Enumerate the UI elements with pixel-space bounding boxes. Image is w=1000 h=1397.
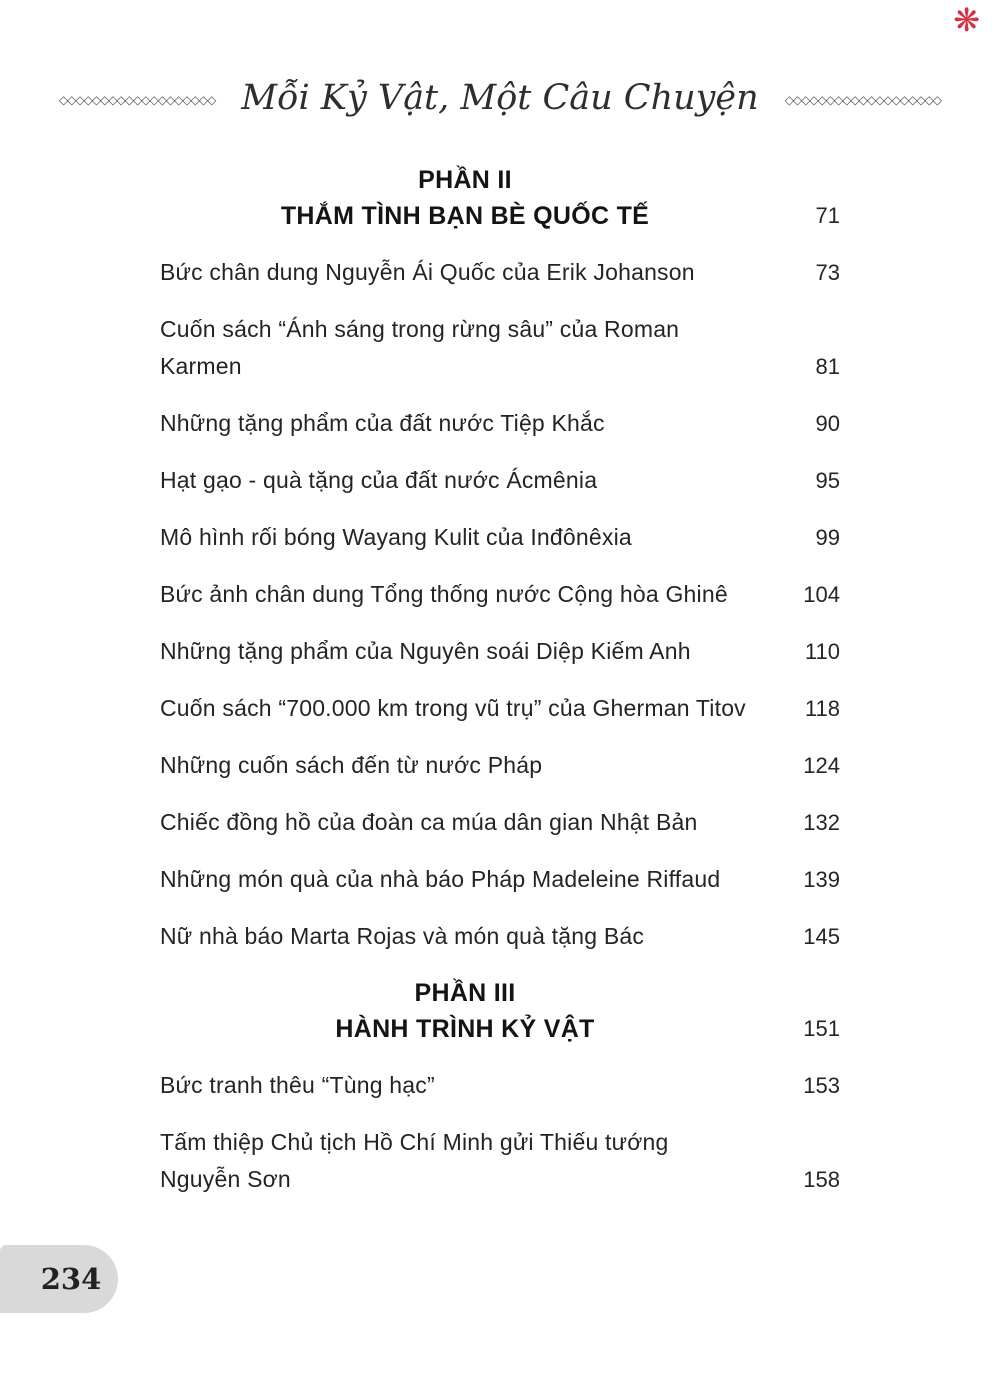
entry-page-number: 110 <box>804 639 840 664</box>
entry-page-number: 95 <box>815 468 840 493</box>
entry-title <box>160 633 691 670</box>
toc-entry <box>160 405 840 442</box>
entry-title <box>160 1124 668 1198</box>
toc-section-heading <box>160 975 840 1047</box>
title-line: Những tặng phẩm của đất nước Tiệp Khắc <box>160 410 605 436</box>
section-title <box>160 975 770 1047</box>
title-line: THẮM TÌNH BẠN BÈ QUỐC TẾ <box>280 202 650 230</box>
toc-entry <box>160 1067 840 1104</box>
title-line: Bức ảnh chân dung Tổng thống nước Cộng hòa Ghinê <box>160 581 728 607</box>
entry-page-number: 71 <box>815 203 840 228</box>
entry-title <box>160 254 695 291</box>
title-line: Chiếc đồng hồ của đoàn ca múa dân gian Nhật Bản <box>160 809 698 835</box>
page-number: 234 <box>40 1262 102 1296</box>
entry-page-number: 81 <box>815 354 840 379</box>
red-flower-icon: ❋ <box>953 2 980 38</box>
title-line: Cuốn sách “700.000 km trong vũ trụ” của Gherman Titov <box>160 695 746 721</box>
title-line: Những cuốn sách đến từ nước Pháp <box>160 752 543 778</box>
title-line: Tấm thiệp Chủ tịch Hồ Chí Minh gửi Thiếu tướng <box>160 1129 669 1155</box>
page-number-pill <box>0 1245 118 1313</box>
title-line: Nữ nhà báo Marta Rojas và món quà tặng Bác <box>160 923 645 949</box>
title-line: Những món quà của nhà báo Pháp Madeleine Riffaud <box>160 866 721 892</box>
toc-entry <box>160 462 840 499</box>
diamond-chain-right-icon: ◇◇◇◇◇◇◇◇◇◇◇◇◇◇◇◇◇◇◇ <box>784 93 942 107</box>
entry-page-number: 153 <box>803 1073 840 1098</box>
book-title: Mỗi Kỷ Vật, Một Câu Chuyện <box>241 78 759 118</box>
toc-entry <box>160 804 840 841</box>
entry-title <box>160 690 746 727</box>
title-line: Cuốn sách “Ánh sáng trong rừng sâu” của Roman <box>160 316 680 342</box>
entry-page-number: 145 <box>803 924 840 949</box>
entry-page-number: 124 <box>803 753 840 778</box>
entry-title <box>160 804 698 841</box>
entry-page-number: 104 <box>803 582 840 607</box>
entry-title <box>160 1067 435 1104</box>
title-line: Hạt gạo - quà tặng của đất nước Ácmênia <box>160 467 598 493</box>
entry-page-number: 118 <box>804 696 840 721</box>
entry-title <box>160 311 679 385</box>
entry-title <box>160 747 542 784</box>
toc-entry <box>160 747 840 784</box>
entry-title <box>160 918 644 955</box>
entry-title <box>160 519 632 556</box>
title-line: PHẦN II <box>418 166 512 194</box>
toc-section-heading <box>160 162 840 234</box>
entry-title <box>160 576 728 613</box>
entry-title <box>160 861 720 898</box>
title-line: Karmen <box>160 353 242 379</box>
diamond-chain-left-icon: ◇◇◇◇◇◇◇◇◇◇◇◇◇◇◇◇◇◇◇ <box>58 93 216 107</box>
title-line: Bức tranh thêu “Tùng hạc” <box>160 1072 435 1098</box>
title-line: PHẦN III <box>414 979 516 1007</box>
entry-page-number: 99 <box>815 525 840 550</box>
title-line: Nguyễn Sơn <box>160 1166 291 1192</box>
title-line: Những tặng phẩm của Nguyên soái Diệp Kiếm Anh <box>160 638 691 664</box>
entry-page-number: 73 <box>815 260 840 285</box>
title-line: Mô hình rối bóng Wayang Kulit của Inđônêxia <box>160 524 632 550</box>
title-line: Bức chân dung Nguyễn Ái Quốc của Erik Johanson <box>160 259 695 285</box>
toc-entry <box>160 576 840 613</box>
toc-entry <box>160 633 840 670</box>
running-head <box>0 72 1000 124</box>
toc-entry <box>160 1124 840 1198</box>
entry-title <box>160 462 597 499</box>
section-title <box>160 162 770 234</box>
toc-entry <box>160 254 840 291</box>
toc-entry <box>160 861 840 898</box>
toc-entry <box>160 918 840 955</box>
entry-page-number: 132 <box>803 810 840 835</box>
table-of-contents <box>160 162 840 1218</box>
entry-page-number: 151 <box>803 1016 840 1041</box>
toc-entry <box>160 690 840 727</box>
entry-page-number: 139 <box>803 867 840 892</box>
toc-entry <box>160 311 840 385</box>
entry-page-number: 158 <box>803 1167 840 1192</box>
entry-title <box>160 405 605 442</box>
entry-page-number: 90 <box>815 411 840 436</box>
title-line: HÀNH TRÌNH KỶ VẬT <box>335 1015 595 1043</box>
toc-entry <box>160 519 840 556</box>
